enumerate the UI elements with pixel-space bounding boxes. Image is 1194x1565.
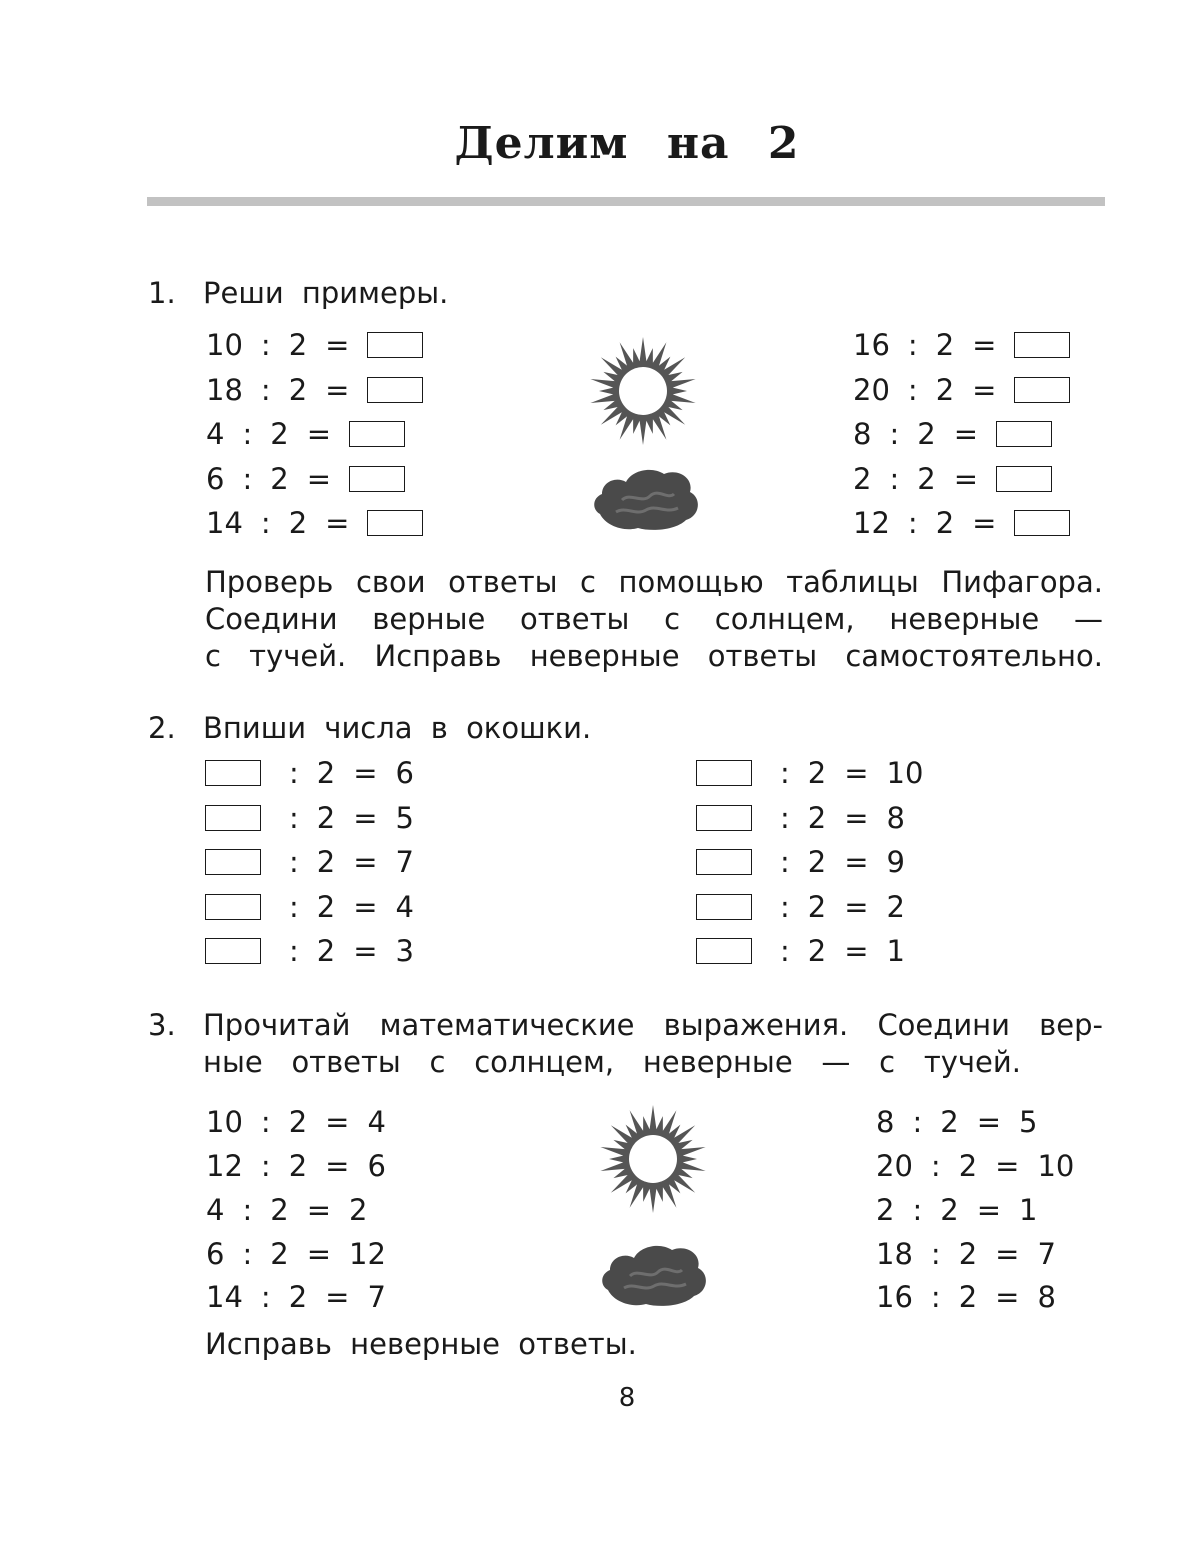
word: выражения. [663, 1008, 849, 1042]
task3-right-row-2: 20 : 2 = 10 [876, 1148, 1075, 1183]
cloud-icon-graphic [598, 1234, 710, 1310]
word: неверные [529, 639, 680, 673]
answer-box[interactable] [696, 805, 752, 831]
word: Прочитай [203, 1008, 351, 1042]
word: таблицы [786, 565, 919, 599]
task3-left-row-3: 4 : 2 = 2 [206, 1192, 368, 1227]
word: с [664, 602, 681, 636]
word: верные [372, 602, 486, 636]
word: ответы [520, 602, 630, 636]
task1-instruction-line-2 [205, 602, 1103, 636]
task3-text-line-2 [203, 1045, 1021, 1079]
page-title: Делим на 2 [454, 118, 800, 169]
answer-box[interactable] [205, 938, 261, 964]
answer-box[interactable] [205, 849, 261, 875]
task3-left-row-1: 10 : 2 = 4 [206, 1104, 386, 1139]
sun-icon-graphic [588, 336, 698, 446]
task1-right-row-2: 20 : 2 = [853, 370, 1070, 410]
answer-box[interactable] [367, 332, 423, 358]
task1-right-row-5: 12 : 2 = [853, 503, 1070, 543]
task3-left-row-5: 14 : 2 = 7 [206, 1279, 386, 1314]
task1-left-row-4: 6 : 2 = [206, 459, 405, 499]
task2-left-row-2: : 2 = 5 [205, 798, 414, 838]
word: вер- [1039, 1008, 1103, 1042]
answer-box[interactable] [205, 894, 261, 920]
task3-text-line-1 [203, 1008, 1103, 1042]
title-divider [147, 197, 1105, 206]
answer-box[interactable] [349, 421, 405, 447]
task2-left-row-4: : 2 = 4 [205, 887, 414, 927]
answer-box[interactable] [696, 760, 752, 786]
task2-text: Впиши числа в окошки. [203, 711, 592, 745]
page-number: 8 [618, 1383, 636, 1413]
word: солнцем, [714, 602, 855, 636]
cloud-icon-graphic [590, 458, 702, 534]
task3-right-row-5: 16 : 2 = 8 [876, 1279, 1056, 1314]
cloud-icon[interactable] [590, 458, 702, 534]
word: ответы [448, 565, 558, 599]
task2-left-row-5: : 2 = 3 [205, 931, 414, 971]
word: ответы [707, 639, 818, 673]
word: тучей. [923, 1045, 1021, 1079]
word: — [821, 1045, 851, 1079]
answer-box[interactable] [696, 938, 752, 964]
task3-left-row-2: 12 : 2 = 6 [206, 1148, 386, 1183]
task2-left-row-3: : 2 = 7 [205, 842, 414, 882]
word: с [429, 1045, 446, 1079]
answer-box[interactable] [1014, 332, 1070, 358]
word: самостоятельно. [845, 639, 1103, 673]
task2-right-row-1: : 2 = 10 [696, 753, 923, 793]
task1-left-row-5: 14 : 2 = [206, 503, 423, 543]
task2-right-row-4: : 2 = 2 [696, 887, 905, 927]
word: Соедини [877, 1008, 1010, 1042]
task1-instruction-line-1 [205, 565, 1103, 599]
task1-left-row-1: 10 : 2 = [206, 325, 423, 365]
word: неверные [642, 1045, 793, 1079]
task3-right-row-4: 18 : 2 = 7 [876, 1236, 1056, 1271]
task3-left-row-4: 6 : 2 = 12 [206, 1236, 386, 1271]
answer-box[interactable] [349, 466, 405, 492]
word: Проверь [205, 565, 334, 599]
word: с [205, 639, 221, 673]
answer-box[interactable] [205, 760, 261, 786]
task1-left-row-2: 18 : 2 = [206, 370, 423, 410]
answer-box[interactable] [367, 377, 423, 403]
word: свои [355, 565, 426, 599]
answer-box[interactable] [1014, 510, 1070, 536]
task1-text: Реши примеры. [203, 276, 449, 310]
answer-box[interactable] [367, 510, 423, 536]
sun-icon-graphic [598, 1104, 708, 1214]
word: — [1073, 602, 1103, 636]
task2-right-row-2: : 2 = 8 [696, 798, 905, 838]
task3-right-row-3: 2 : 2 = 1 [876, 1192, 1038, 1227]
task1-number: 1. [148, 276, 176, 310]
word: тучей. [249, 639, 347, 673]
answer-box[interactable] [1014, 377, 1070, 403]
word: Соедини [205, 602, 338, 636]
cloud-icon[interactable] [598, 1234, 710, 1310]
word: солнцем, [474, 1045, 615, 1079]
task2-left-row-1: : 2 = 6 [205, 753, 414, 793]
task3-number: 3. [148, 1008, 176, 1042]
word: Исправь [374, 639, 502, 673]
task1-right-row-4: 2 : 2 = [853, 459, 1052, 499]
word: неверные [889, 602, 1040, 636]
task1-instruction-line-3 [205, 639, 1103, 673]
word: с [580, 565, 596, 599]
word: с [879, 1045, 896, 1079]
sun-disc [629, 1135, 677, 1183]
task2-right-row-3: : 2 = 9 [696, 842, 905, 882]
sun-icon[interactable] [588, 336, 698, 446]
sun-disc [619, 367, 667, 415]
task1-right-row-3: 8 : 2 = [853, 414, 1052, 454]
task3-footer: Исправь неверные ответы. [205, 1327, 637, 1361]
sun-icon[interactable] [598, 1104, 708, 1214]
task1-left-row-3: 4 : 2 = [206, 414, 405, 454]
task2-number: 2. [148, 711, 176, 745]
task1-right-row-1: 16 : 2 = [853, 325, 1070, 365]
answer-box[interactable] [996, 466, 1052, 492]
word: помощью [618, 565, 764, 599]
task2-right-row-5: : 2 = 1 [696, 931, 905, 971]
word: ответы [291, 1045, 401, 1079]
answer-box[interactable] [205, 805, 261, 831]
answer-box[interactable] [696, 849, 752, 875]
answer-box[interactable] [696, 894, 752, 920]
word: математические [379, 1008, 635, 1042]
task3-right-row-1: 8 : 2 = 5 [876, 1104, 1038, 1139]
word: ные [203, 1045, 263, 1079]
answer-box[interactable] [996, 421, 1052, 447]
word: Пифагора. [941, 565, 1103, 599]
